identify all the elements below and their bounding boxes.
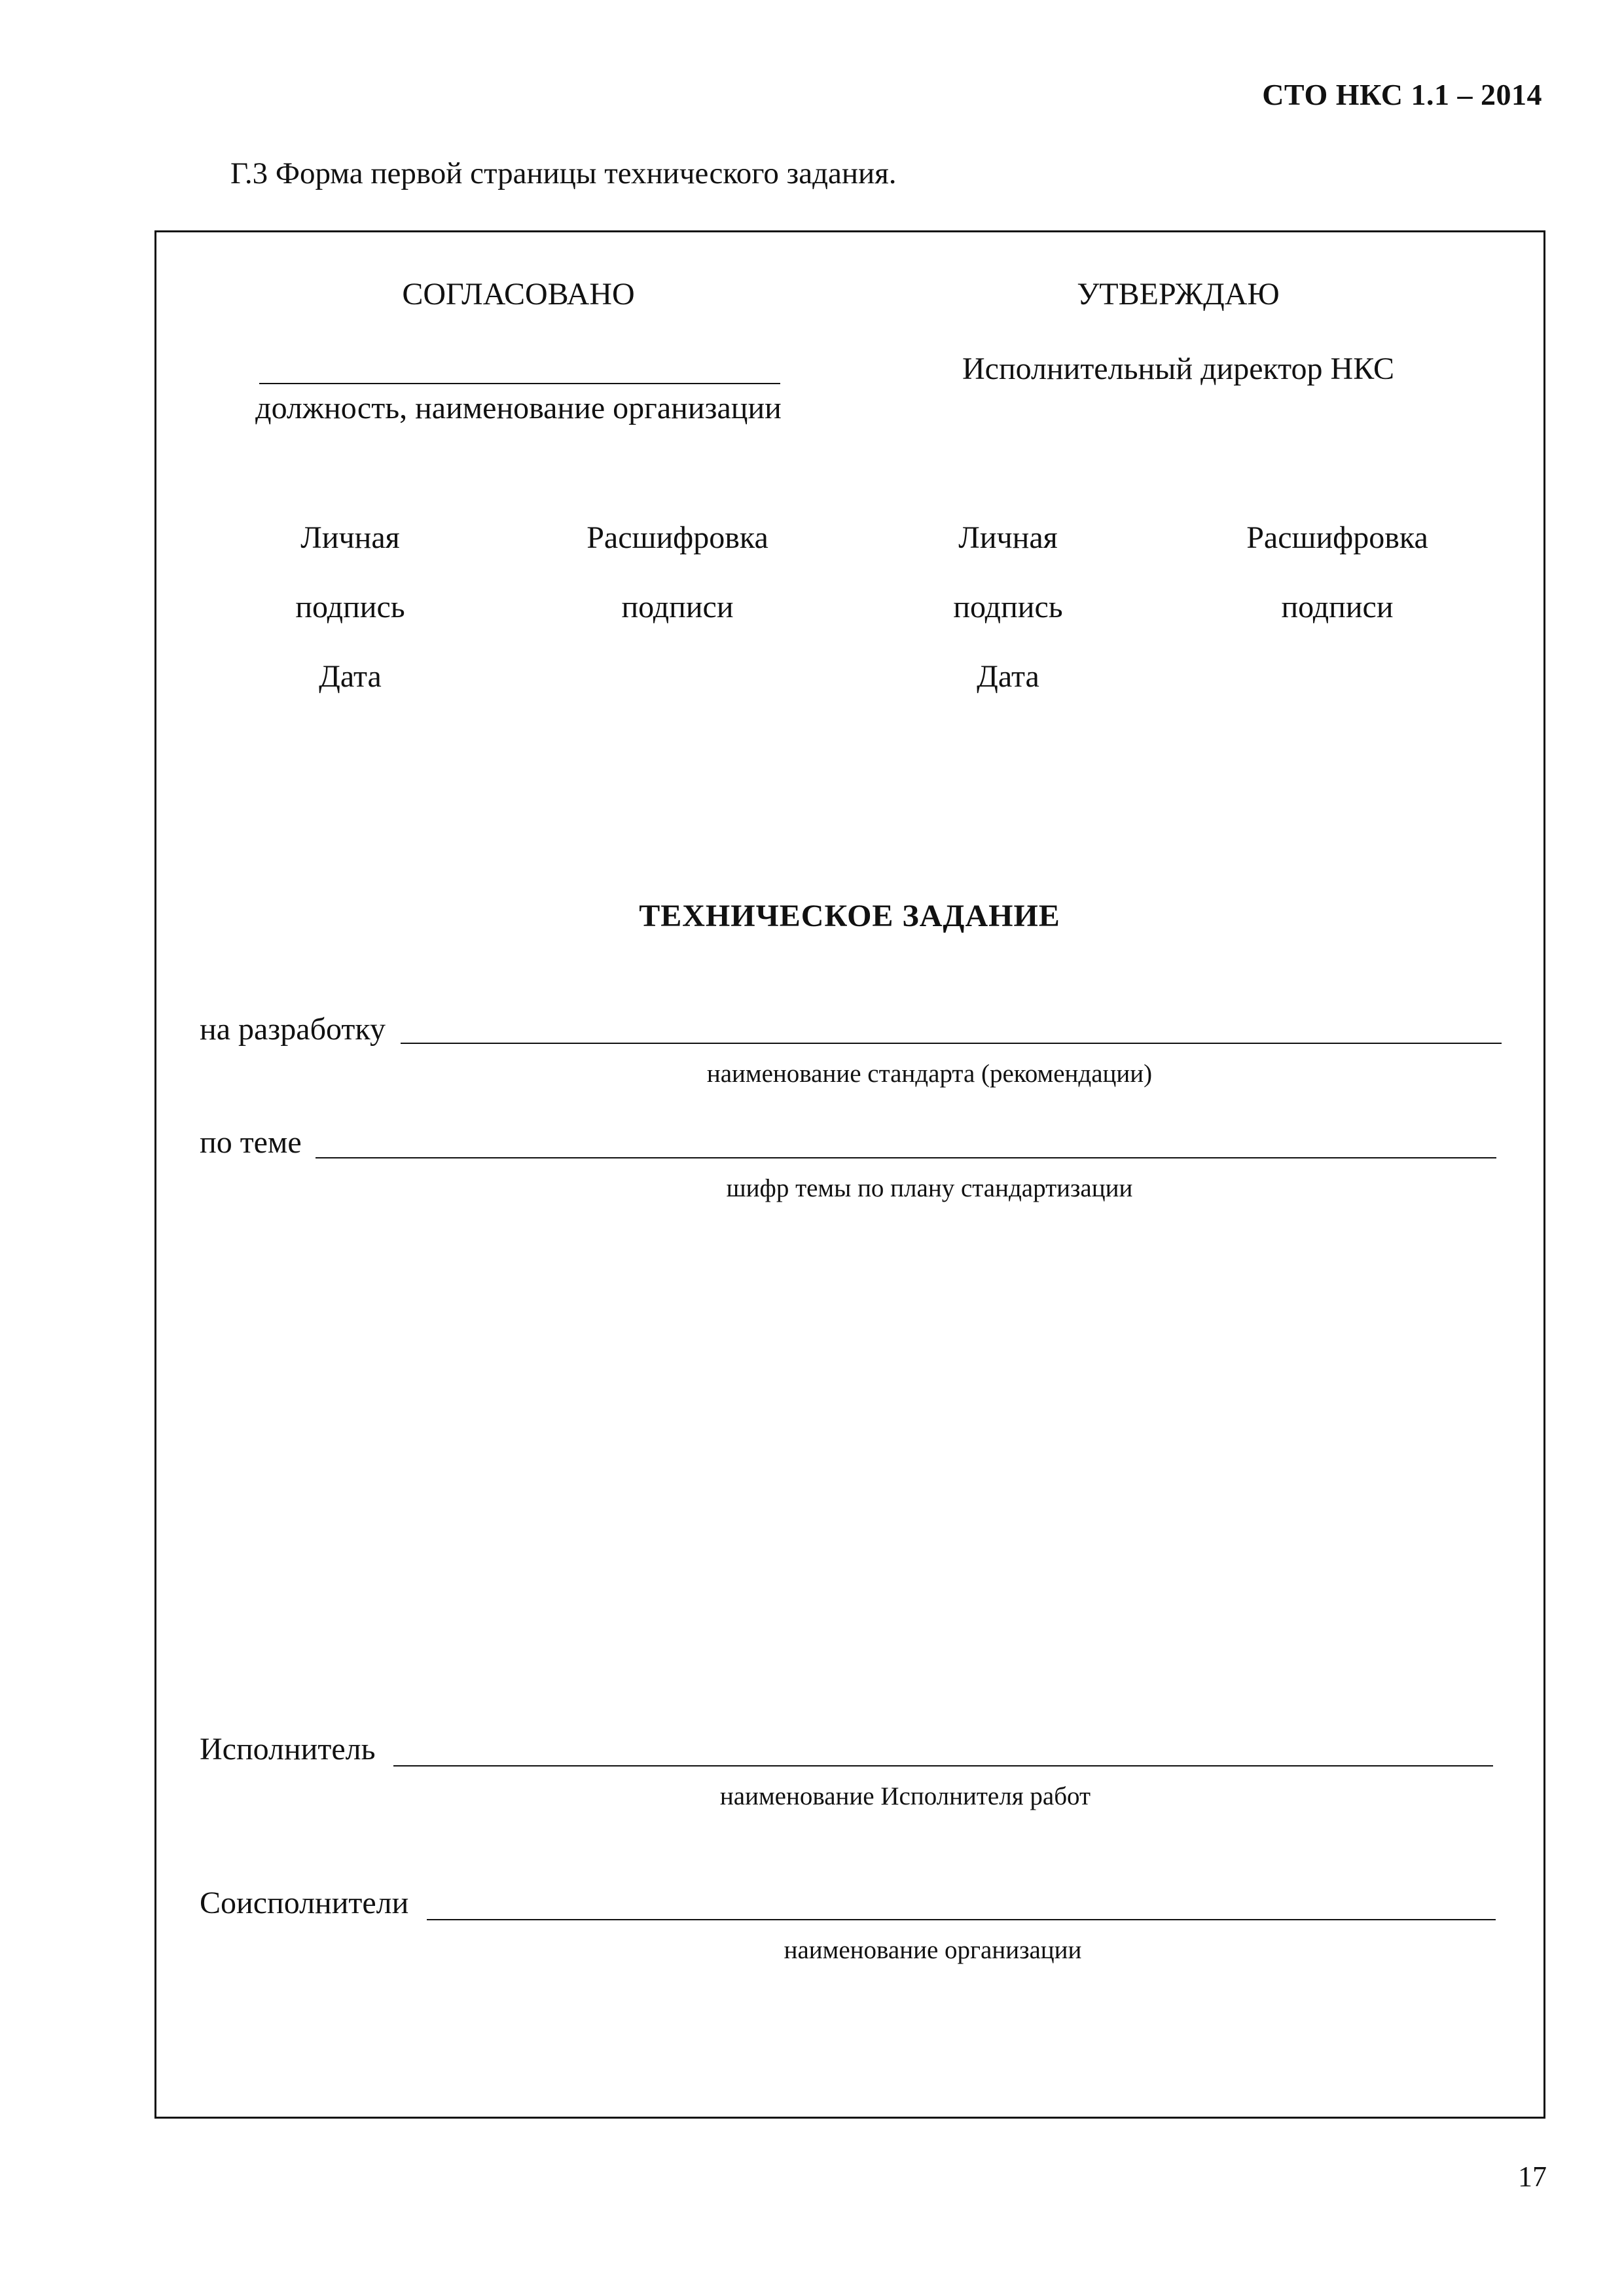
- agreed-position-caption: должность, наименование организации: [255, 391, 782, 425]
- approve-position: Исполнительный директор НКС: [962, 351, 1395, 386]
- development-label: на разработку: [200, 1012, 386, 1047]
- executor-input-line[interactable]: [393, 1765, 1493, 1767]
- coexecutors-label: Соисполнители: [200, 1886, 409, 1920]
- coexecutors-hint: наименование организации: [784, 1936, 1082, 1964]
- agreed-position-line[interactable]: [259, 383, 780, 384]
- approve-date-label: Дата: [977, 659, 1039, 694]
- approve-signature-label: Личная: [958, 520, 1058, 555]
- coexecutors-input-line[interactable]: [427, 1919, 1496, 1920]
- document-title: ТЕХНИЧЕСКОЕ ЗАДАНИЕ: [639, 899, 1060, 933]
- approve-signature-label-2: подпись: [953, 590, 1063, 624]
- approve-heading: УТВЕРЖДАЮ: [1077, 277, 1280, 312]
- topic-hint: шифр темы по плану стандартизации: [726, 1174, 1133, 1202]
- approve-decoding-label: Расшифровка: [1246, 520, 1428, 555]
- page-number: 17: [1518, 2161, 1547, 2193]
- topic-input-line[interactable]: [316, 1157, 1496, 1158]
- document-code: СТО НКС 1.1 – 2014: [1262, 78, 1542, 111]
- agreed-heading: СОГЛАСОВАНО: [402, 277, 635, 312]
- agreed-decoding-label: Расшифровка: [586, 520, 768, 555]
- agreed-date-label: Дата: [319, 659, 382, 694]
- agreed-signature-label: Личная: [300, 520, 400, 555]
- topic-label: по теме: [200, 1125, 302, 1160]
- development-input-line[interactable]: [401, 1043, 1502, 1044]
- executor-label: Исполнитель: [200, 1732, 376, 1767]
- section-caption: Г.3 Форма первой страницы технического задания.: [230, 156, 897, 190]
- executor-hint: наименование Исполнителя работ: [719, 1782, 1091, 1810]
- agreed-decoding-label-2: подписи: [621, 590, 734, 624]
- agreed-signature-label-2: подпись: [295, 590, 405, 624]
- development-hint: наименование стандарта (рекомендации): [706, 1060, 1153, 1088]
- approve-decoding-label-2: подписи: [1281, 590, 1394, 624]
